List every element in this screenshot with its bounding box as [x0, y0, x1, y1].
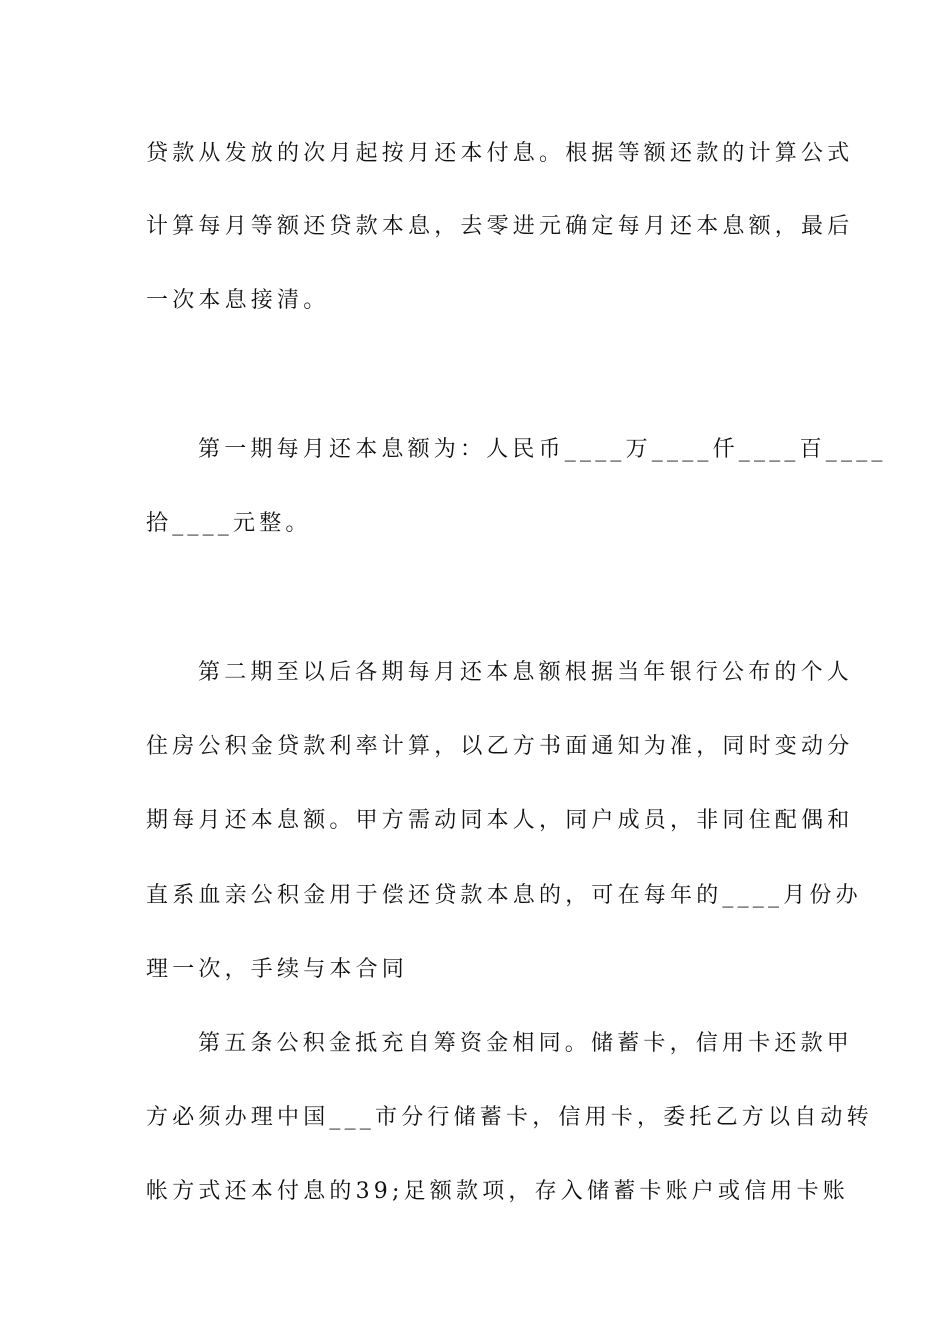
paragraph-2-line-2: 拾____元整。 — [146, 511, 312, 536]
paragraph-3-line-5: 理一次，手续与本合同 — [146, 957, 409, 982]
paragraph-3-line-1: 第二期至以后各期每月还本息额根据当年银行公布的个人 — [198, 660, 854, 685]
paragraph-4-line-3: 帐方式还本付息的39;足额款项，存入储蓄卡账户或信用卡账 — [146, 1179, 850, 1204]
paragraph-4-line-1: 第五条公积金抵充自筹资金相同。储蓄卡，信用卡还款甲 — [198, 1031, 854, 1056]
paragraph-4-line-2: 方必须办理中国___市分行储蓄卡，信用卡，委托乙方以自动转 — [146, 1105, 873, 1130]
paragraph-1-line-1: 贷款从发放的次月起按月还本付息。根据等额还款的计算公式 — [146, 141, 854, 166]
paragraph-1-line-3: 一次本息接清。 — [146, 288, 330, 313]
paragraph-3-line-4: 直系血亲公积金用于偿还贷款本息的，可在每年的____月份办 — [146, 883, 862, 908]
paragraph-1-line-2: 计算每月等额还贷款本息，去零进元确定每月还本息额，最后 — [146, 214, 854, 239]
paragraph-3-line-2: 住房公积金贷款利率计算，以乙方书面通知为准，同时变动分 — [146, 734, 854, 759]
paragraph-3-line-3: 期每月还本息额。甲方需动同本人，同户成员，非同住配偶和 — [146, 808, 854, 833]
paragraph-2-line-1: 第一期每月还本息额为：人民币____万____仟____百____ — [198, 437, 887, 462]
